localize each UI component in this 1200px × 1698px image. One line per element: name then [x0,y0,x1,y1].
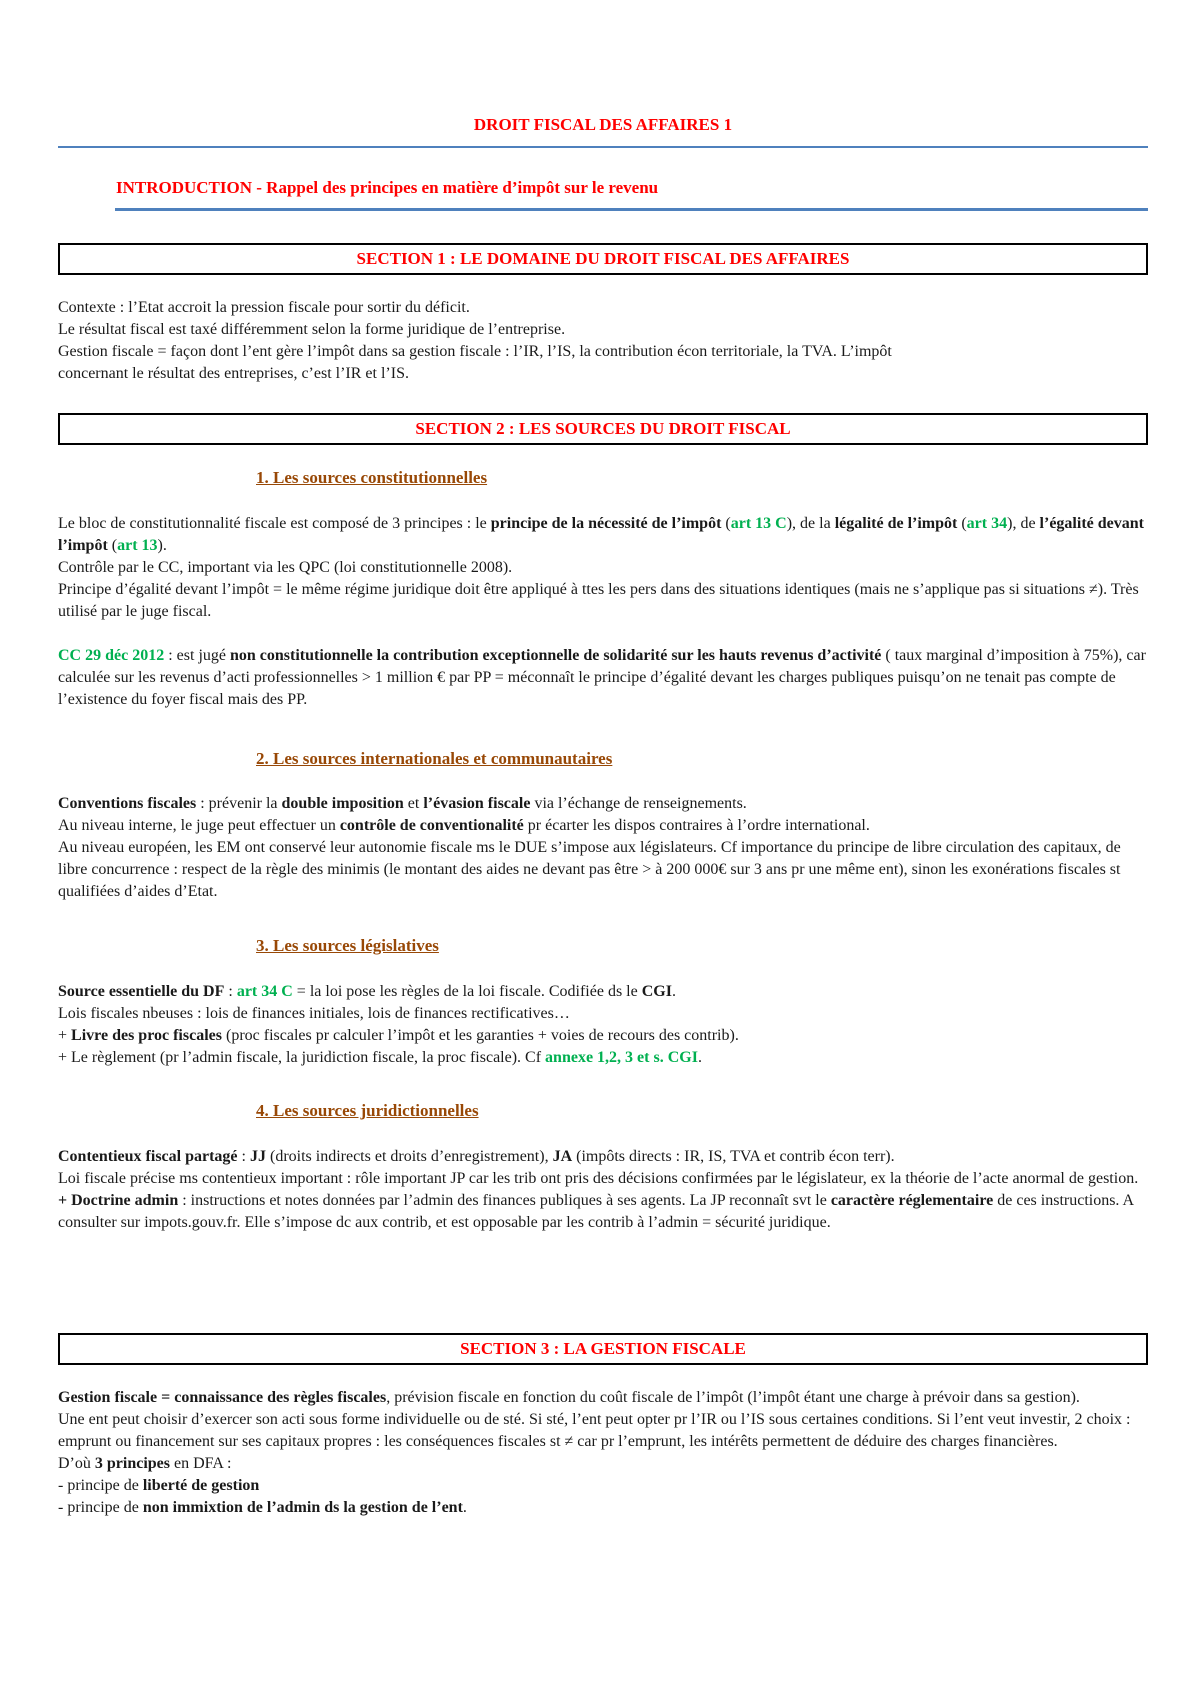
paragraph: Loi fiscale précise ms contentieux important : rôle important JP car les trib ont pris des décisions confirmées par le législateur, ex la théorie de l’acte anormal de gestion. [58,1170,1139,1187]
paragraph: Lois fiscales nbeuses : lois de finances initiales, lois de finances rectificatives… [58,1005,570,1022]
paragraph: Principe d’égalité devant l’impôt = le même régime juridique doit être appliqué à ttes les pers dans des situations identiques (mais ne s’applique pas si situations ≠). Très utilisé par le juge fiscal. [58,581,1139,620]
subsection-constitutional-text [58,513,1148,711]
section-2-heading: SECTION 2 : LES SOURCES DU DROIT FISCAL [58,413,1148,445]
subsection-jurisdictional-title: 4. Les sources juridictionnelles [256,1101,479,1120]
paragraph: Contentieux fiscal partagé : JJ (droits indirects et droits d’enregistrement), JA (impôts directs : IR, IS, TVA et contrib écon terr). [58,1148,895,1165]
paragraph: + Livre des proc fiscales (proc fiscales pr calculer l’impôt et les garanties + voies de recours des contrib). [58,1027,739,1044]
subsection-legislative-title: 3. Les sources législatives [256,936,439,955]
paragraph: Source essentielle du DF : art 34 C = la loi pose les règles de la loi fiscale. Codifiée ds le CGI. [58,983,676,1000]
section-1-line: Gestion fiscale = façon dont l’ent gère l’impôt dans sa gestion fiscale : l’IR, l’IS, la contribution écon territoriale, la TVA. L’impôt [58,343,892,360]
paragraph: Conventions fiscales : prévenir la double imposition et l’évasion fiscale via l’échange de renseignements. [58,795,747,812]
paragraph: Une ent peut choisir d’exercer son acti sous forme individuelle ou de sté. Si sté, l’ent peut opter pr l’IR ou l’IS sous certaines conditions. Si l’ent veut investir, 2 choix : emprunt ou financement sur ses capitaux propres : les conséquences fiscales st ≠ car pr l’emprunt, les intérêts permettent de déduire des charges financières. [58,1411,1131,1450]
section-1-line: Le résultat fiscal est taxé différemment selon la forme juridique de l’entreprise. [58,321,566,338]
paragraph: Gestion fiscale = connaissance des règles fiscales, prévision fiscale en fonction du coût fiscale de l’impôt (l’impôt étant une charge à prévoir dans sa gestion). [58,1389,1080,1406]
paragraph: Le bloc de constitutionnalité fiscale est composé de 3 principes : le principe de la nécessité de l’impôt (art 13 C), de la légalité de l’impôt (art 34), de l’égalité devant l’impôt (art 13). [58,515,1144,554]
document-title: DROIT FISCAL DES AFFAIRES 1 [473,115,733,134]
section-3-text [58,1387,1148,1519]
paragraph: Au niveau interne, le juge peut effectuer un contrôle de conventionalité pr écarter les dispos contraires à l’ordre international. [58,817,870,834]
subsection-constitutional-title: 1. Les sources constitutionnelles [256,468,488,487]
paragraph: Au niveau européen, les EM ont conservé leur autonomie fiscale ms le DUE s’impose aux législateurs. Cf importance du principe de libre circulation des capitaux, de libre concurrence : respect de la règle des minimis (le montant des aides ne devant pas être > à 200 000€ sur 3 ans pr une même ent), sinon les exonérations fiscales st qualifiées d’aides d’Etat. [58,839,1121,900]
paragraph: + Doctrine admin : instructions et notes données par l’admin des finances publiques à ses agents. La JP reconnaît svt le caractère réglementaire de ces instructions. A consulter sur impots.gouv.fr. Elle s’impose dc aux contrib, et est opposable par les contrib à l’admin = sécurité juridique. [58,1192,1134,1231]
section-1-text [58,297,1148,385]
paragraph: D’où 3 principes en DFA : [58,1455,232,1472]
subsection-international-title: 2. Les sources internationales et communautaires [256,749,613,768]
paragraph: + Le règlement (pr l’admin fiscale, la juridiction fiscale, la proc fiscale). Cf annexe 1,2, 3 et s. CGI. [58,1049,702,1066]
introduction-title: INTRODUCTION - Rappel des principes en matière d’impôt sur le revenu [116,178,659,197]
section-1-line: Contexte : l’Etat accroit la pression fiscale pour sortir du déficit. [58,299,470,316]
section-1-line: concernant le résultat des entreprises, c’est l’IR et l’IS. [58,365,409,382]
title-divider [58,146,1148,148]
list-item: - principe de liberté de gestion [58,1477,260,1494]
section-1-heading: SECTION 1 : LE DOMAINE DU DROIT FISCAL DES AFFAIRES [58,243,1148,275]
subsection-international-text [58,793,1148,903]
paragraph: CC 29 déc 2012 : est jugé non constitutionnelle la contribution exceptionnelle de solidarité sur les hauts revenus d’activité ( taux marginal d’imposition à 75%), car calculée sur les revenus d’acti professionnelles > 1 million € par PP = méconnaît le principe d’égalité devant les charges publiques puisqu’on ne tenait pas compte de l’existence du foyer fiscal mais des PP. [58,647,1146,708]
introduction-divider [115,208,1148,211]
subsection-jurisdictional-text [58,1146,1148,1234]
subsection-legislative-text [58,981,1148,1069]
section-3-heading: SECTION 3 : LA GESTION FISCALE [58,1333,1148,1365]
list-item: - principe de non immixtion de l’admin ds la gestion de l’ent. [58,1499,467,1516]
paragraph: Contrôle par le CC, important via les QPC (loi constitutionnelle 2008). [58,559,513,576]
